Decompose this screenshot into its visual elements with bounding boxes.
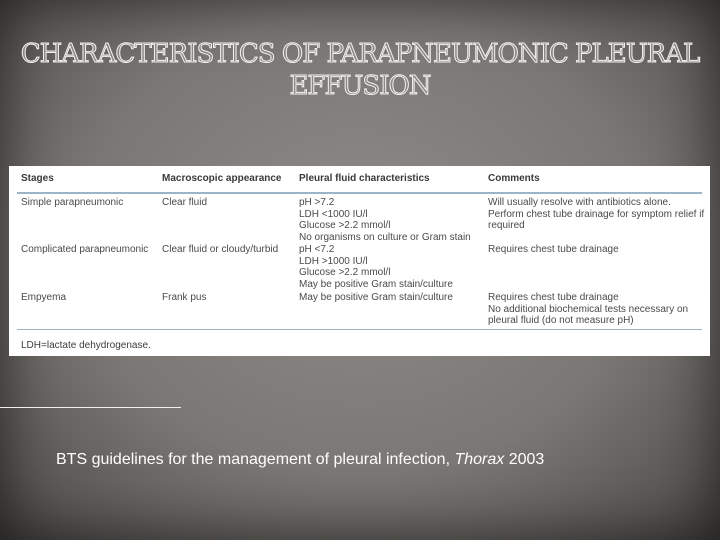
- row3-comment-line: No additional biochemical tests necessary on: [488, 303, 689, 315]
- row3-comment-line: pleural fluid (do not measure pH): [488, 315, 634, 327]
- row1-comments: [488, 197, 704, 232]
- row3-comments: [488, 292, 688, 327]
- citation-year: 2003: [504, 451, 545, 468]
- slide-title: [20, 38, 700, 102]
- title-line-1: CHARACTERISTICS OF PARAPNEUMONIC PLEURAL: [20, 39, 700, 69]
- row2-fluid-line: pH <7.2: [299, 244, 335, 255]
- citation-journal: Thorax: [454, 451, 505, 468]
- header-macroscopic: Macroscopic appearance: [162, 173, 282, 184]
- row3-fluid: [299, 292, 453, 304]
- row2-appearance: Clear fluid or cloudy/turbid: [162, 244, 279, 255]
- header-fluid: Pleural fluid characteristics: [299, 173, 430, 184]
- row1-comment-line: required: [488, 220, 525, 232]
- row1-fluid: [299, 197, 471, 243]
- table-divider: [17, 329, 702, 330]
- row2-comment-line: Requires chest tube drainage: [488, 244, 619, 255]
- row1-fluid-line: No organisms on culture or Gram stain: [299, 231, 471, 243]
- title-line-2: EFFUSION: [289, 71, 431, 101]
- citation-text: BTS guidelines for the management of pleural infection,: [56, 451, 455, 468]
- row2-comments: [488, 244, 619, 256]
- row2-fluid-line: LDH >1000 IU/l: [299, 255, 368, 267]
- row2-fluid-line: May be positive Gram stain/culture: [299, 278, 453, 290]
- characteristics-table: [9, 166, 710, 356]
- row3-appearance: Frank pus: [162, 292, 207, 303]
- row3-fluid-line: May be positive Gram stain/culture: [299, 292, 453, 303]
- header-stages: Stages: [21, 173, 54, 184]
- row1-comment-line: Perform chest tube drainage for symptom relief if: [488, 208, 705, 220]
- row3-stage: Empyema: [21, 292, 67, 303]
- divider-line: [0, 407, 181, 408]
- row1-comment-line: Will usually resolve with antibiotics alone.: [488, 197, 671, 208]
- row2-stage: Complicated parapneumonic: [21, 244, 149, 255]
- row1-fluid-line: pH >7.2: [299, 197, 335, 208]
- row1-appearance: Clear fluid: [162, 197, 208, 208]
- row1-stage: Simple parapneumonic: [21, 197, 124, 208]
- row2-fluid: [299, 244, 453, 290]
- row1-fluid-line: LDH <1000 IU/l: [299, 208, 368, 220]
- table-footnote: LDH=lactate dehydrogenase.: [21, 340, 151, 351]
- row2-fluid-line: Glucose >2.2 mmol/l: [299, 267, 391, 279]
- row1-fluid-line: Glucose >2.2 mmol/l: [299, 220, 391, 232]
- citation: [56, 451, 544, 469]
- header-comments: Comments: [488, 173, 540, 184]
- row3-comment-line: Requires chest tube drainage: [488, 292, 619, 303]
